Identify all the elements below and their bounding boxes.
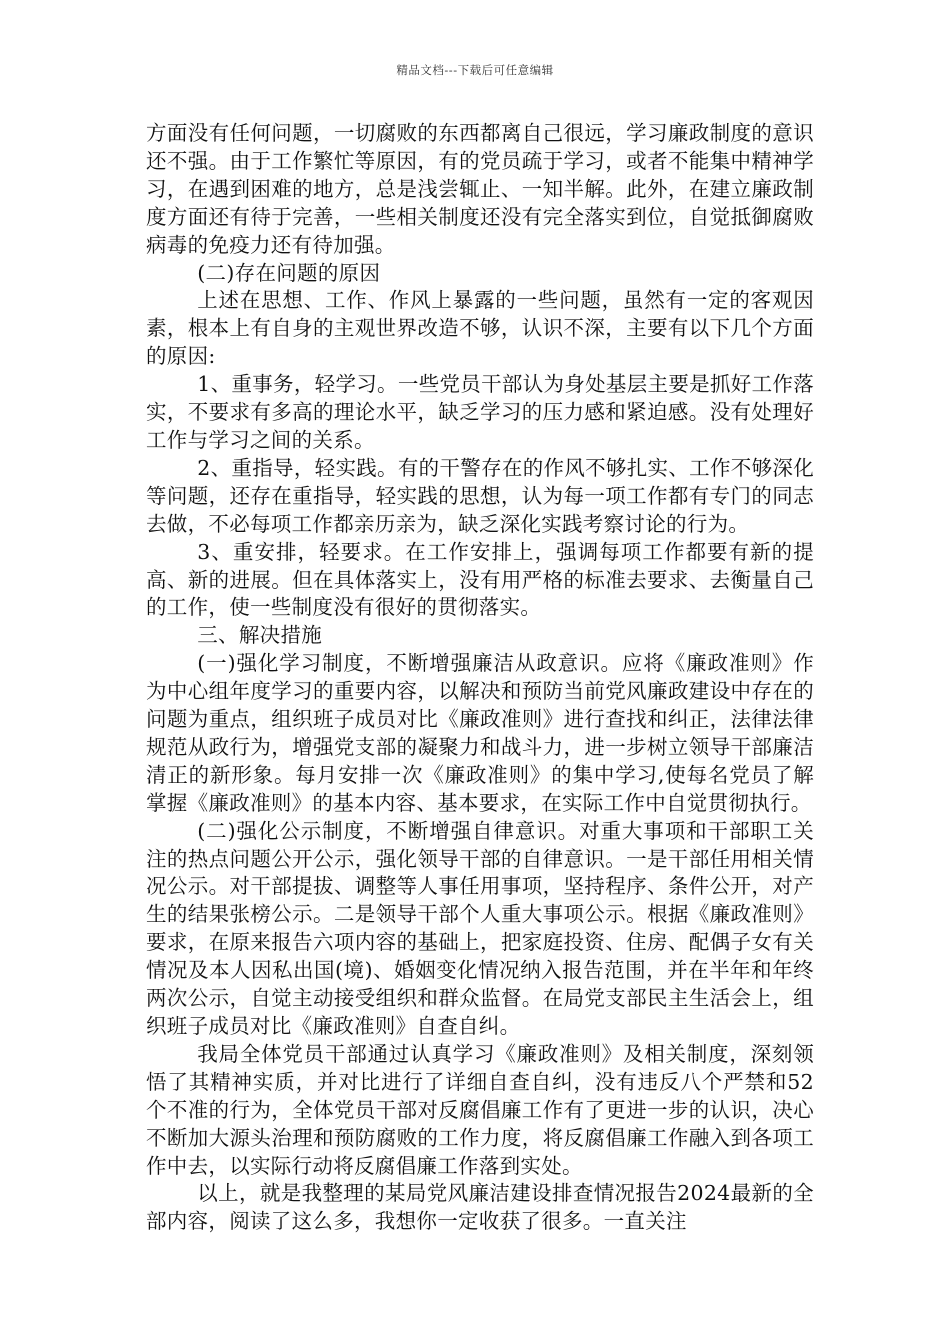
paragraph: (二)强化公示制度，不断增强自律意识。对重大事项和干部职工关注的热点问题公开公示，强化领导干部的自律意识。一是干部任用相关情况公示。对干部提拔、调整等人事任用事项，坚持程序、条件公开，对产生的结果张榜公示。二是领导干部个人重大事项公示。根据《廉政准则》要求，在原来报告六项内容的基础上，把家庭投资、住房、配偶子女有关情况及本人因私出国(境)、婚姻变化情况纳入报告范围，并在半年和年终两次公示，自觉主动接受组织和群众监督。在局党支部民主生活会上，组织班子成员对比《廉政准则》自查自纠。	[146, 818, 814, 1038]
paragraph: 1、重事务，轻学习。一些党员干部认为身处基层主要是抓好工作落实，不要求有多高的理论水平，缺乏学习的压力感和紧迫感。没有处理好工作与学习之间的关系。	[146, 372, 814, 452]
section-heading: 三、解决措施	[197, 623, 323, 648]
document-body	[146, 120, 814, 1236]
paragraph: 上述在思想、工作、作风上暴露的一些问题，虽然有一定的客观因素，根本上有自身的主观世界改造不够，认识不深，主要有以下几个方面的原因:	[146, 288, 814, 369]
section-heading: (二)存在问题的原因	[197, 260, 381, 285]
page-header-note: 精品文档---下载后可任意编辑	[396, 63, 554, 77]
paragraph: 3、重安排，轻要求。在工作安排上，强调每项工作都要有新的提高、新的进展。但在具体落实上，没有用严格的标准去要求、去衡量自己的工作，使一些制度没有很好的贯彻落实。	[146, 539, 814, 620]
paragraph: 以上，就是我整理的某局党风廉洁建设排查情况报告2024最新的全部内容，阅读了这么多，我想你一定收获了很多。一直关注	[146, 1181, 814, 1234]
paragraph: 方面没有任何问题，一切腐败的东西都离自己很远，学习廉政制度的意识还不强。由于工作繁忙等原因，有的党员疏于学习，或者不能集中精神学习，在遇到困难的地方，总是浅尝辄止、一知半解。此外，在建立廉政制度方面还有待于完善，一些相关制度还没有完全落实到位，自觉抵御腐败病毒的免疫力还有待加强。	[146, 121, 814, 257]
paragraph: (一)强化学习制度，不断增强廉洁从政意识。应将《廉政准则》作为中心组年度学习的重要内容，以解决和预防当前党风廉政建设中存在的问题为重点，组织班子成员对比《廉政准则》进行查找和纠正，法律法律规范从政行为，增强党支部的凝聚力和战斗力，进一步树立领导干部廉洁清正的新形象。每月安排一次《廉政准则》的集中学习,使每名党员了解掌握《廉政准则》的基本内容、基本要求，在实际工作中自觉贯彻执行。	[146, 651, 814, 815]
paragraph: 我局全体党员干部通过认真学习《廉政准则》及相关制度，深刻领悟了其精神实质，并对比进行了详细自查自纠，没有违反八个严禁和52个不准的行为，全体党员干部对反腐倡廉工作有了更进一步的认识，决心不断加大源头治理和预防腐败的工作力度，将反腐倡廉工作融入到各项工作中去，以实际行动将反腐倡廉工作落到实处。	[146, 1041, 814, 1178]
paragraph: 2、重指导，轻实践。有的干警存在的作风不够扎实、工作不够深化等问题，还存在重指导，轻实践的思想，认为每一项工作都有专门的同志去做，不必每项工作都亲历亲为，缺乏深化实践考察讨论的行为。	[146, 455, 814, 536]
